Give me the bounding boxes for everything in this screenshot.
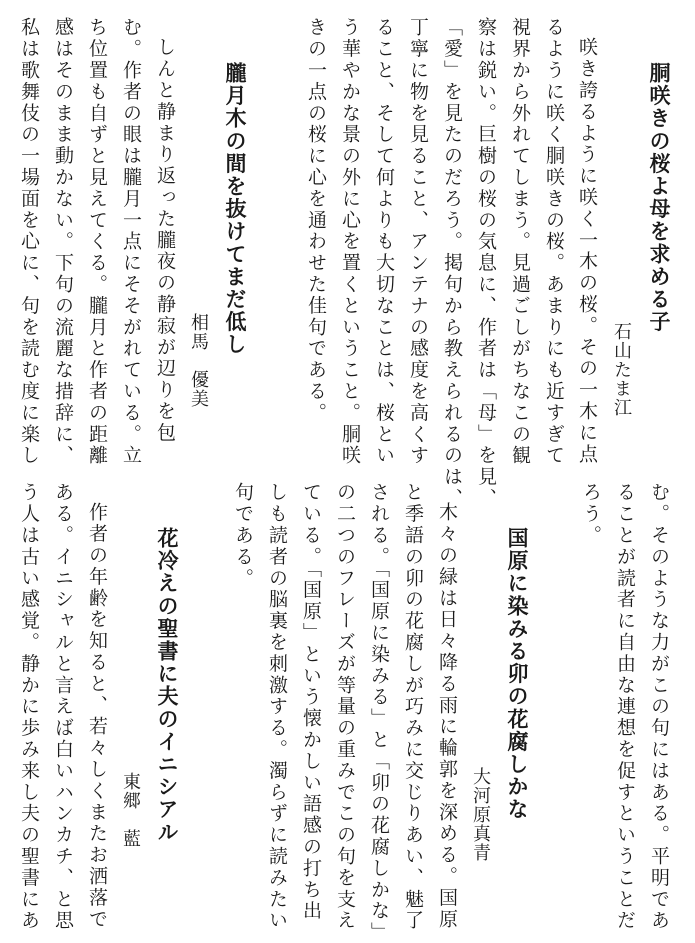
commentary-line: と季語の卯の花腐しが巧みに交じりあい、魅了 (402, 482, 424, 932)
haiku-title: 胴咲きの桜よ母を求める子 (647, 62, 672, 334)
haiku-title: 朧月木の間を抜けてまだ低し (223, 62, 248, 356)
commentary-line: しも読者の脳裏を刺激する。濁らずに読みたい (266, 482, 288, 932)
commentary-line: 咲き誇るように咲く一木の桜。その一木に点 (576, 37, 598, 465)
commentary-line: 感はそのまま動かない。下句の流麗な措辞に、 (52, 17, 74, 467)
commentary-line: 句である。 (232, 482, 254, 589)
haiku-title: 花冷えの聖書に夫のイニシアル (155, 527, 180, 844)
commentary-line: 私は歌舞伎の一場面を心に、句を読む度に楽し (18, 17, 40, 467)
commentary-line: の二つのフレーズが等量の重みでこの句を支え (334, 482, 356, 932)
commentary-line: 作者の年齢を知ると、若々しくまたお洒落で (86, 502, 108, 930)
commentary-line: きの一点の桜に心を通わせた佳句である。 (305, 17, 327, 424)
commentary-line: ている。「国原」という懐かしい語感の打ち出 (300, 482, 322, 922)
commentary-line: しんと静まり返った朧夜の静寂が辺りを包 (154, 37, 176, 444)
commentary-line: う人は古い感覚。静かに歩み来し夫の聖書にあ (18, 482, 40, 932)
haiku-title: 国原に染みる卯の花腐しかな (505, 527, 530, 821)
commentary-line: ある。イニシャルと言えば白いハンカチ、と思 (52, 482, 74, 932)
commentary-line: 視界から外れてしまう。見過ごしがちなこの観 (509, 17, 531, 467)
commentary-line: む。そのような力がこの句にはある。平明であ (648, 482, 670, 932)
commentary-line: 「愛」を見たのだろう。掲句から教えられるのは、 (441, 17, 463, 510)
commentary-line: 察は鋭い。巨樹の桜の気息に、作者は「母」を見、 (475, 17, 497, 510)
haiku-author: 相馬 優美 (188, 313, 209, 408)
commentary-line: るように咲く胴咲きの桜。あまりにも近すぎて (543, 17, 565, 467)
commentary-line: ること、そして何よりも大切なことは、桜とい (373, 17, 395, 467)
haiku-author: 東郷 藍 (120, 772, 141, 848)
haiku-author: 大河原真青 (470, 767, 491, 862)
commentary-line: ることが読者に自由な連想を促すということだ (614, 482, 636, 932)
commentary-line: む。作者の眼は朧月一点にそそがれている。立 (120, 17, 142, 467)
commentary-line: ろう。 (580, 482, 602, 547)
haiku-author: 石山たま江 (611, 322, 632, 417)
commentary-line: 木々の緑は日々降る雨に輪郭を深める。国原 (436, 502, 458, 930)
commentary-line: ち位置も自ずと見えてくる。朧月と作者の距離 (86, 17, 108, 467)
commentary-line: される。「国原に染みる」と「卯の花腐しかな」 (368, 482, 390, 943)
commentary-line: う華やかな景の外に心を置くということ。胴咲 (339, 17, 361, 467)
commentary-line: 丁寧に物を見ること、アンテナの感度を高くす (407, 17, 429, 467)
